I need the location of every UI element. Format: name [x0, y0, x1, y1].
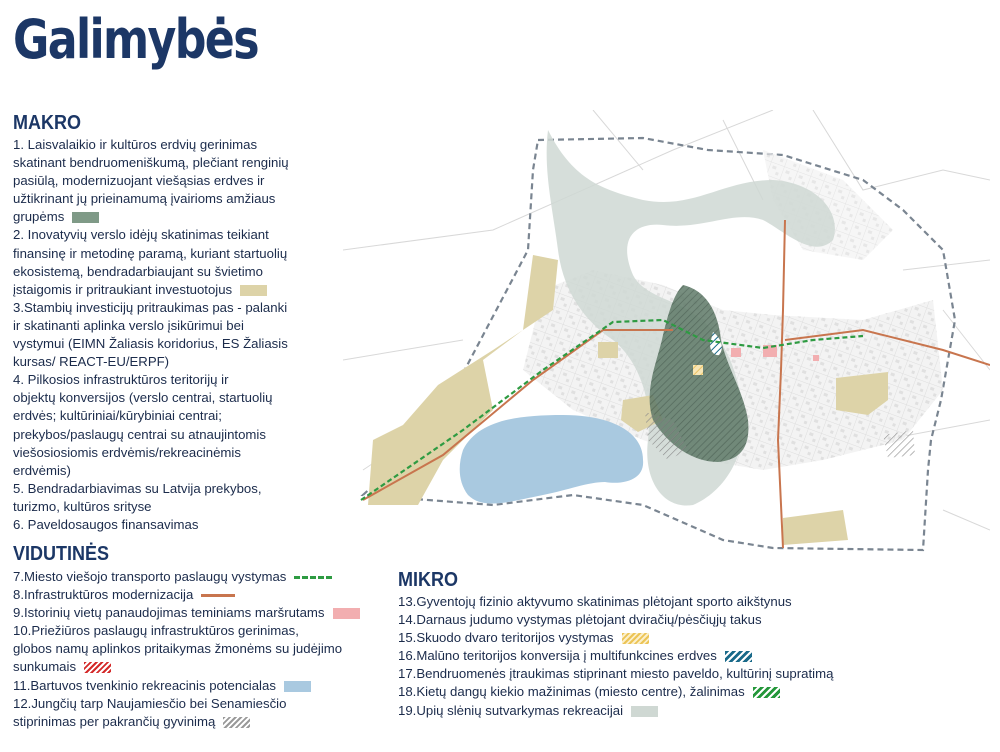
mikro-item-15: 15.Skuodo dvaro teritorijos vystymas [398, 629, 958, 647]
mikro-item-17: 17.Bendruomenės įtraukimas stiprinant miesto paveldo, kultūrinį supratimą [398, 666, 834, 682]
vidutines-item-11: 11.Bartuvos tvenkinio rekreacinis potencialas [13, 677, 388, 695]
town-map [343, 110, 990, 570]
legend-swatch-connections [223, 717, 250, 728]
makro-item-5: 5. Bendradarbiavimas su Latvija prekybos, turizmo, kultūros srityse [13, 480, 262, 514]
mikro-item-16: 16.Malūno teritorijos konversija į multifunkcines erdves [398, 647, 958, 665]
vidutines-item-8: 8.Infrastruktūros modernizacija [13, 586, 388, 604]
legend-swatch-historic [333, 608, 360, 619]
pond [460, 415, 643, 504]
legend-swatch-valley [631, 706, 658, 717]
legend-swatch-mill [725, 651, 752, 662]
legend-dashed-transport [294, 576, 332, 579]
makro-item-4: 4. Pilkosios infrastruktūros teritorijų ir objektų konversijos (verslo centrai, startuolių erdvės; kultūriniai/kūrybiniai centrai; prekybos/paslaugų centrai su atnaujintomis viešosiosiomis erdvėmis/rekreacinėmis erdvėmis) [13, 372, 273, 478]
makro-item-6: 6. Paveldosaugos finansavimas [13, 516, 199, 532]
legend-line-infrastructure [201, 594, 235, 597]
makro-heading: MAKRO [13, 112, 81, 134]
vidutines-list [13, 568, 388, 731]
manor-area [693, 365, 703, 375]
makro-item-2: 2. Inovatyvių verslo idėjų skatinimas teikiant finansinę ir metodinę paramą, kuriant startuolių ekosistemą, bendradarbiaujant su švietimo įstaigomis ir pritraukiant investuotojus [13, 227, 288, 297]
legend-swatch-greening [753, 687, 780, 698]
vidutines-item-7: 7.Miesto viešojo transporto paslaugų vystymas [13, 568, 388, 586]
page-title: Galimybės [13, 8, 258, 71]
makro-item-3: 3.Stambių investicijų pritraukimas pas - palanki ir skatinanti aplinka verslo įsikūrimui bei vystymui (EIMN Žaliasis koridorius, ES Žaliasis kursas/ REACT-EU/ERPF) [13, 299, 288, 370]
vidutines-item-12: 12.Jungčių tarp Naujamiesčio bei Senamiesčio stiprinimas per pakrančių gyvinimą [13, 695, 287, 729]
makro-item-1: 1. Laisvalaikio ir kultūros erdvių gerinimas skatinant bendruomeniškumą, plečiant renginių pasiūlą, modernizuojant viešąsias erdves ir užtikrinant jų prieinamumą įvairioms amžiaus grupėms [13, 137, 289, 225]
legend-swatch-business [240, 285, 267, 296]
legend-swatch-manor [622, 633, 649, 644]
legend-swatch-care [84, 662, 111, 673]
vidutines-item-10: 10.Priežiūros paslaugų infrastruktūros gerinimas, globos namų aplinkos pritaikymas žmonėms su judėjimo sunkumais [13, 623, 343, 675]
vidutines-item-9: 9.Istorinių vietų panaudojimas teminiams maršrutams [13, 604, 388, 622]
mikro-item-18: 18.Kietų dangų kiekio mažinimas (miesto centre), žalinimas [398, 683, 958, 701]
mikro-item-14: 14.Darnaus judumo vystymas plėtojant dviračių/pėsčiųjų takus [398, 612, 762, 628]
vidutines-heading: VIDUTINĖS [13, 543, 110, 565]
legend-swatch-pond [284, 681, 311, 692]
mikro-heading: MIKRO [398, 569, 459, 591]
mikro-item-13: 13.Gyventojų fizinio aktyvumo skatinimas plėtojant sporto aikštynus [398, 594, 792, 609]
legend-swatch-leisure [72, 212, 99, 223]
mikro-list [398, 593, 958, 720]
makro-list [13, 136, 343, 534]
mikro-item-19: 19.Upių slėnių sutvarkymas rekreacijai [398, 702, 958, 720]
